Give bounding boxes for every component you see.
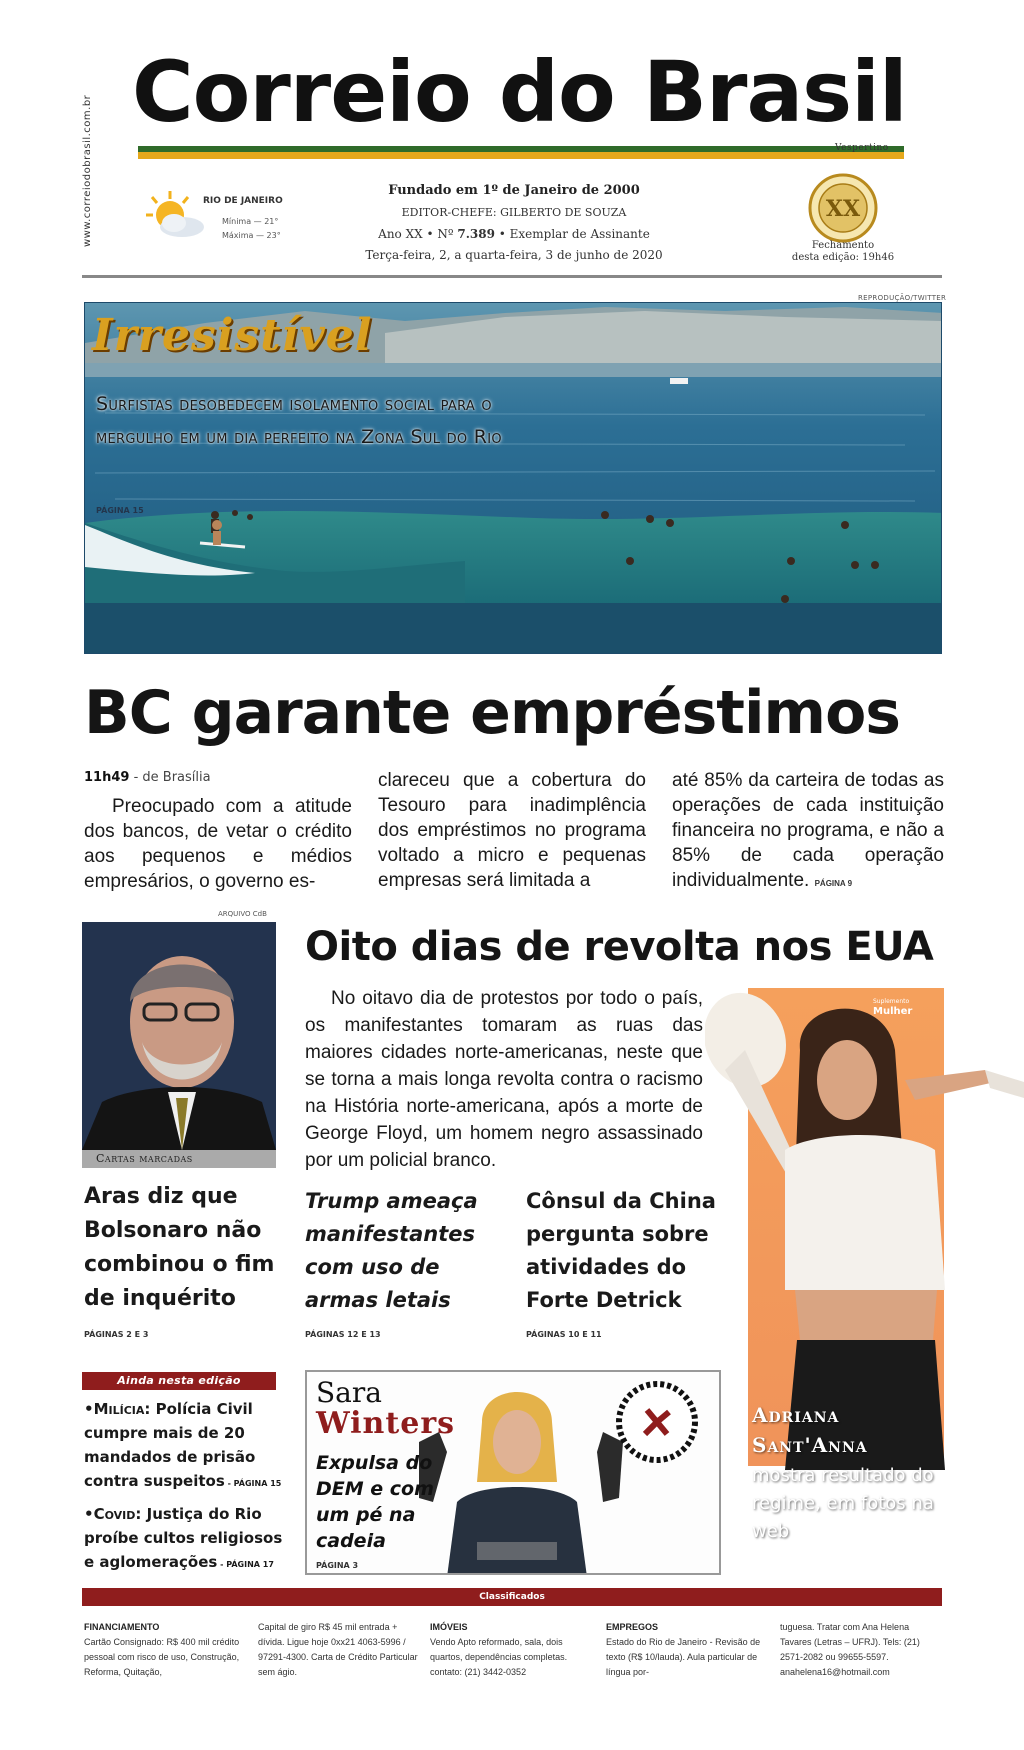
- aras-photo-credit: ARQUIVO CdB: [218, 910, 267, 918]
- hero-headline[interactable]: Surfistas desobedecem isolamento social para o mergulho em um dia perfeito na Zona Sul do Rio: [96, 393, 502, 448]
- classified-imoveis: IMÓVEIS Vendo Apto reformado, sala, dois quartos, dependências completas. contato: (21) 3442-0352: [430, 1622, 568, 1677]
- classified-financiamento: FINANCIAMENTO Cartão Consignado: R$ 400 mil crédito pessoal com risco de uso, Construção, Reforma, Quitação,: [84, 1622, 240, 1677]
- lead-headline[interactable]: BC garante empréstimos: [84, 678, 901, 748]
- founded-line: Fundado em 1º de Janeiro de 2000: [388, 183, 640, 198]
- classified-capital-giro: Capital de giro R$ 45 mil entrada + dívida. Ligue hoje 0xx21 4063-5996 / 97291-4300. Carta de Crédito Particular sem ágio.: [258, 1622, 418, 1677]
- usa-body: No oitavo dia de protestos por todo o país, os manifestantes tomaram as ruas das maiores cidades norte-americanas, neste que se torna a mais longa revolta contra o racismo na História norte-americana, após a morte de George Floyd, um homem negro assassinado por um policial branco.: [305, 988, 703, 1171]
- hero-kicker: Irresistível: [92, 310, 373, 361]
- hero-page-ref: PÁGINA 15: [96, 506, 144, 515]
- classificados-bar: Classificados: [82, 1588, 942, 1606]
- weather-city: RIO DE JANEIRO: [203, 196, 283, 206]
- header-rule: [82, 275, 942, 278]
- newspaper-title: Correio do Brasil: [132, 43, 907, 141]
- masthead-subtitle: Vespertino: [835, 143, 889, 153]
- promo-brand: Mulher: [873, 1006, 913, 1017]
- sara-page-ref: PÁGINA 3: [316, 1561, 359, 1570]
- sara-name-last: Winters: [316, 1406, 456, 1441]
- aras-headline[interactable]: Aras diz que Bolsonaro não combinou o fim de inquérito: [84, 1184, 275, 1311]
- usa-headline[interactable]: Oito dias de revolta nos EUA: [305, 924, 934, 970]
- promo-text[interactable]: mostra resultado do regime, em fotos na web: [752, 1465, 934, 1542]
- masthead-stripe-yellow: [138, 152, 904, 159]
- sara-name-first: Sara: [316, 1376, 382, 1409]
- trump-headline[interactable]: Trump ameaça manifestantes com uso de armas letais: [305, 1189, 478, 1312]
- promo-brand-small: Suplemento: [873, 998, 910, 1005]
- promo-name[interactable]: Adriana Sant'Anna: [752, 1403, 868, 1457]
- classified-empregos: EMPREGOS Estado do Rio de Janeiro - Revisão de texto (R$ 10/lauda). Aula particular de língua por-: [606, 1622, 761, 1677]
- issue-date: Terça-feira, 2, a quarta-feira, 3 de junho de 2020: [365, 248, 663, 262]
- ainda-section-bar: Ainda nesta edição: [82, 1372, 276, 1390]
- seal-caption: Fechamento desta edição: 19h46: [791, 240, 895, 263]
- lead-page-ref: PÁGINA 9: [814, 879, 853, 888]
- svg-text:XX: XX: [825, 196, 861, 222]
- consul-page-ref: PÁGINAS 10 E 11: [526, 1330, 602, 1339]
- aras-portrait-photo[interactable]: [82, 922, 276, 1150]
- masthead-url: www.correiodobrasil.com.br: [82, 94, 93, 247]
- weather-max: Máxima — 23°: [222, 231, 281, 240]
- trump-page-ref: PÁGINAS 12 E 13: [305, 1330, 381, 1339]
- edition-line: Ano XX • Nº 7.389 • Exemplar de Assinante: [378, 227, 650, 241]
- aras-page-ref: PÁGINAS 2 E 3: [84, 1330, 149, 1339]
- lead-column-2: clareceu que a cobertura do Tesouro para inadimplência dos empréstimos no programa voltado a micro e pequenas empresas será limitada a: [378, 770, 646, 891]
- issue-number: 7.389: [457, 227, 495, 241]
- editor-line: EDITOR-CHEFE: GILBERTO DE SOUZA: [401, 206, 627, 219]
- sara-headline[interactable]: Expulsa do DEM e com um pé na cadeia: [316, 1452, 434, 1552]
- classified-empregos-cont: tuguesa. Tratar com Ana Helena Tavares (Letras – UFRJ). Tels: (21) 2571-2082 ou 99655-5597. anahelena16@hotmail.com: [780, 1622, 920, 1677]
- ainda-item-milicia[interactable]: •Milícia: Polícia Civil cumpre mais de 20 mandados de prisão contra suspeitos - PÁGINA 15: [84, 1400, 282, 1490]
- lead-column-3: até 85% da carteira de todas as operações de cada instituição financeira no programa, e não a 85% de cada operação individualmente. PÁGINA 9: [672, 770, 944, 891]
- promo-model-photo[interactable]: [705, 970, 1024, 1470]
- hero-photo-credit: REPRODUÇÃO/TWITTER: [858, 294, 947, 302]
- aras-section-bar: Cartas marcadas: [82, 1150, 276, 1168]
- anniversary-seal-icon: [805, 170, 881, 246]
- lead-column-1: Preocupado com a atitude dos bancos, de vetar o crédito aos pequenos e médios empresários, o governo es-: [84, 796, 352, 892]
- lead-timestamp: 11h49 - de Brasília: [84, 770, 211, 785]
- consul-headline[interactable]: Cônsul da China pergunta sobre atividades do Forte Detrick: [526, 1189, 716, 1312]
- promo-page-ref: PÁGINA 24: [752, 1562, 800, 1571]
- ainda-item-covid[interactable]: •Covid: Justiça do Rio proíbe cultos religiosos e aglomerações - PÁGINA 17: [84, 1505, 283, 1571]
- weather-min: Mínima — 21°: [222, 217, 279, 226]
